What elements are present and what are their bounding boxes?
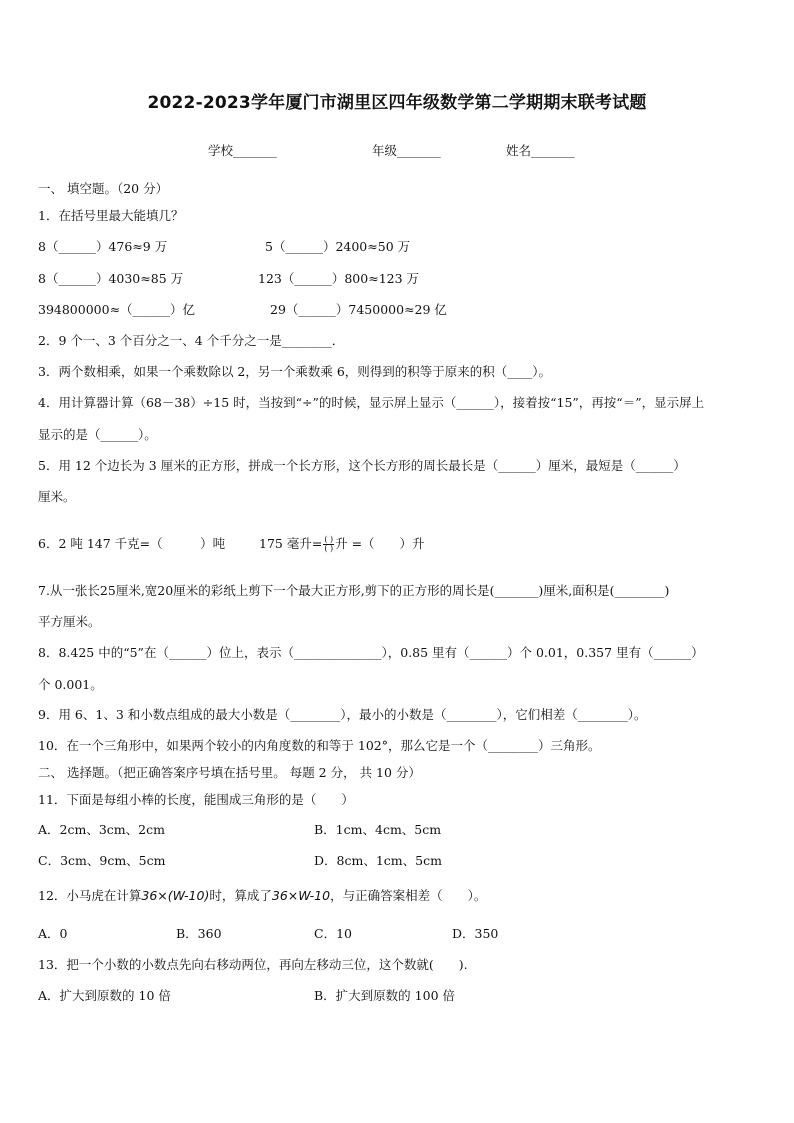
- q12-stem-c: ，与正确答案相差（ ）。: [330, 888, 487, 903]
- q13-option-b[interactable]: B．扩大到原数的 100 倍: [314, 988, 455, 1003]
- q12-option-b[interactable]: B．360: [176, 926, 222, 941]
- q11-option-a[interactable]: A．2cm、3cm、2cm: [38, 822, 165, 837]
- q3: 3．两个数相乘，如果一个乘数除以 2，另一个乘数乘 6，则得到的积等于原来的积（____）。: [38, 364, 552, 379]
- q13-stem: 13．把一个小数的小数点先向右移动两位，再向左移动三位，这个数就( ).: [38, 957, 468, 972]
- q12-expression-2: 36×W-10: [271, 888, 331, 903]
- name-field[interactable]: 姓名_______: [506, 143, 575, 158]
- q11-stem: 11．下面是每组小棒的长度，能围成三角形的是（ ）: [38, 792, 354, 807]
- q5-line-1: 5．用 12 个边长为 3 厘米的正方形，拼成一个长方形，这个长方形的周长最长是（______）厘米，最短是（______）: [38, 458, 686, 473]
- q12-expression-1: 36×(W-10): [141, 888, 210, 903]
- grade-field[interactable]: 年级_______: [372, 143, 441, 158]
- q4-line-2: 显示的是（______）。: [38, 427, 157, 442]
- q8-line-2: 个 0.001。: [38, 677, 103, 692]
- q12-stem: [38, 888, 486, 904]
- q1-item-2: 5（______）2400≈50 万: [265, 239, 411, 254]
- section-heading-choice: 二、 选择题。（把正确答案序号填在括号里。 每题 2 分， 共 10 分）: [38, 765, 421, 780]
- q9: 9．用 6、1、3 和小数点组成的最大小数是（________），最小的小数是（________），它们相差（________）。: [38, 707, 647, 722]
- q1-item-1: 8（______）476≈9 万: [38, 239, 168, 254]
- q11-option-d[interactable]: D．8cm、1cm、5cm: [314, 853, 442, 868]
- q1-item-4: 123（______）800≈123 万: [258, 271, 420, 286]
- q7-line-1: 7.从一张长25厘米,宽20厘米的彩纸上剪下一个最大正方形,剪下的正方形的周长是(_______)厘米,面积是(________): [38, 583, 670, 598]
- q6-part-2: [259, 536, 425, 553]
- q12-stem-a: 12．小马虎在计算: [38, 888, 142, 903]
- q2: 2．9 个一、3 个百分之一、4 个千分之一是________．: [38, 333, 345, 348]
- q1-item-5: 394800000≈（______）亿: [38, 302, 196, 317]
- q6-part-2a: 175 毫升=: [259, 536, 323, 551]
- fraction-denominator: ( ): [324, 544, 334, 553]
- q7-line-2: 平方厘米。: [38, 614, 101, 629]
- q1-stem: 1．在括号里最大能填几？: [38, 208, 184, 223]
- q10: 10．在一个三角形中，如果两个较小的内角度数的和等于 102°，那么它是一个（________）三角形。: [38, 738, 601, 753]
- q11-option-c[interactable]: C．3cm、9cm、5cm: [38, 853, 166, 868]
- q12-option-d[interactable]: D．350: [452, 926, 499, 941]
- q12-stem-b: 时，算成了: [209, 888, 272, 903]
- q12-option-c[interactable]: C．10: [314, 926, 352, 941]
- q1-item-6: 29（______）7450000≈29 亿: [270, 302, 447, 317]
- q5-line-2: 厘米。: [38, 489, 76, 504]
- fraction-numerator: ( ): [324, 535, 334, 544]
- section-heading-fill: 一、 填空题。（20 分）: [38, 181, 169, 196]
- q4-line-1: 4．用计算器计算（68－38）÷15 时，当按到“÷”的时候，显示屏上显示（______），接着按“15”，再按“＝”，显示屏上: [38, 395, 705, 410]
- page-title: 2022-2023学年厦门市湖里区四年级数学第二学期期末联考试题: [147, 93, 647, 113]
- blank-fraction: [323, 536, 334, 553]
- q1-item-3: 8（______）4030≈85 万: [38, 271, 184, 286]
- q6-part-1: 6．2 吨 147 千克=（ ）吨: [38, 536, 226, 551]
- q13-option-a[interactable]: A．扩大到原数的 10 倍: [38, 988, 171, 1003]
- q8-line-1: 8．8.425 中的“5”在（______）位上，表示（______________），0.85 里有（______）个 0.01，0.357 里有（______）: [38, 645, 704, 660]
- school-field[interactable]: 学校_______: [208, 143, 277, 158]
- q11-option-b[interactable]: B．1cm、4cm、5cm: [314, 822, 442, 837]
- q6-part-2b: 升 =（ ）升: [335, 536, 425, 551]
- q12-option-a[interactable]: A．0: [38, 926, 68, 941]
